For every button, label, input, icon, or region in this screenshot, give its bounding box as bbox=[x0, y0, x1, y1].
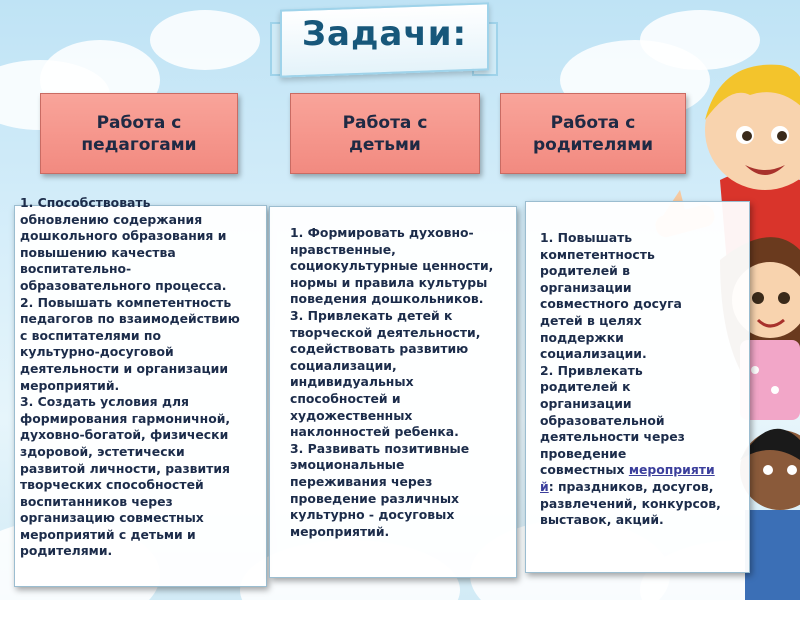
column-parents-text-end: : праздников, досугов, развлечений, конкурсов, выставок, акций. bbox=[540, 478, 721, 528]
header-children-label: Работа с детьми bbox=[342, 112, 428, 155]
page-title: Задачи: bbox=[301, 14, 468, 54]
column-parents-text-start: 1. Повышать компетентность родителей в организации совместного досуга детей в целях поддержки социализации. 2. Привлекать родителей к организации образовательной деятельности через проведение совместных bbox=[540, 230, 685, 478]
column-children-text: 1. Формировать духовно- нравственные, социокультурные ценности, нормы и правила культуры поведения дошкольников. 3. Привлекать детей к творческой деятельности, содействовать развитию социализации, индивидуальных способностей и художественных наклонностей ребенка. 3. Развивать позитивные эмоциональные переживания через проведение различных культурно - досуговых мероприятий. bbox=[290, 225, 494, 539]
column-parents-text bbox=[540, 230, 745, 529]
events-link[interactable]: мероприяти й bbox=[540, 462, 715, 494]
header-children bbox=[290, 93, 480, 174]
column-teachers-text: 1. Способствовать обновлению содержания дошкольного образования и повышению качества воспитательно- образовательного процесса. 2. Повышать компетентность педагогов по взаимодействию с воспитателями по культурно-досуговой деятельности и организации мероприятий. 3. Создать условия для формирования гармоничной, духовно-богатой, физически здоровой, эстетически развитой личности, развития творческих способностей воспитанников через организацию совместных мероприятий с детьми и родителями. bbox=[20, 195, 240, 559]
header-teachers-label: Работа с педагогами bbox=[81, 112, 197, 155]
header-parents-label: Работа с родителями bbox=[532, 112, 654, 155]
header-teachers bbox=[40, 93, 238, 174]
